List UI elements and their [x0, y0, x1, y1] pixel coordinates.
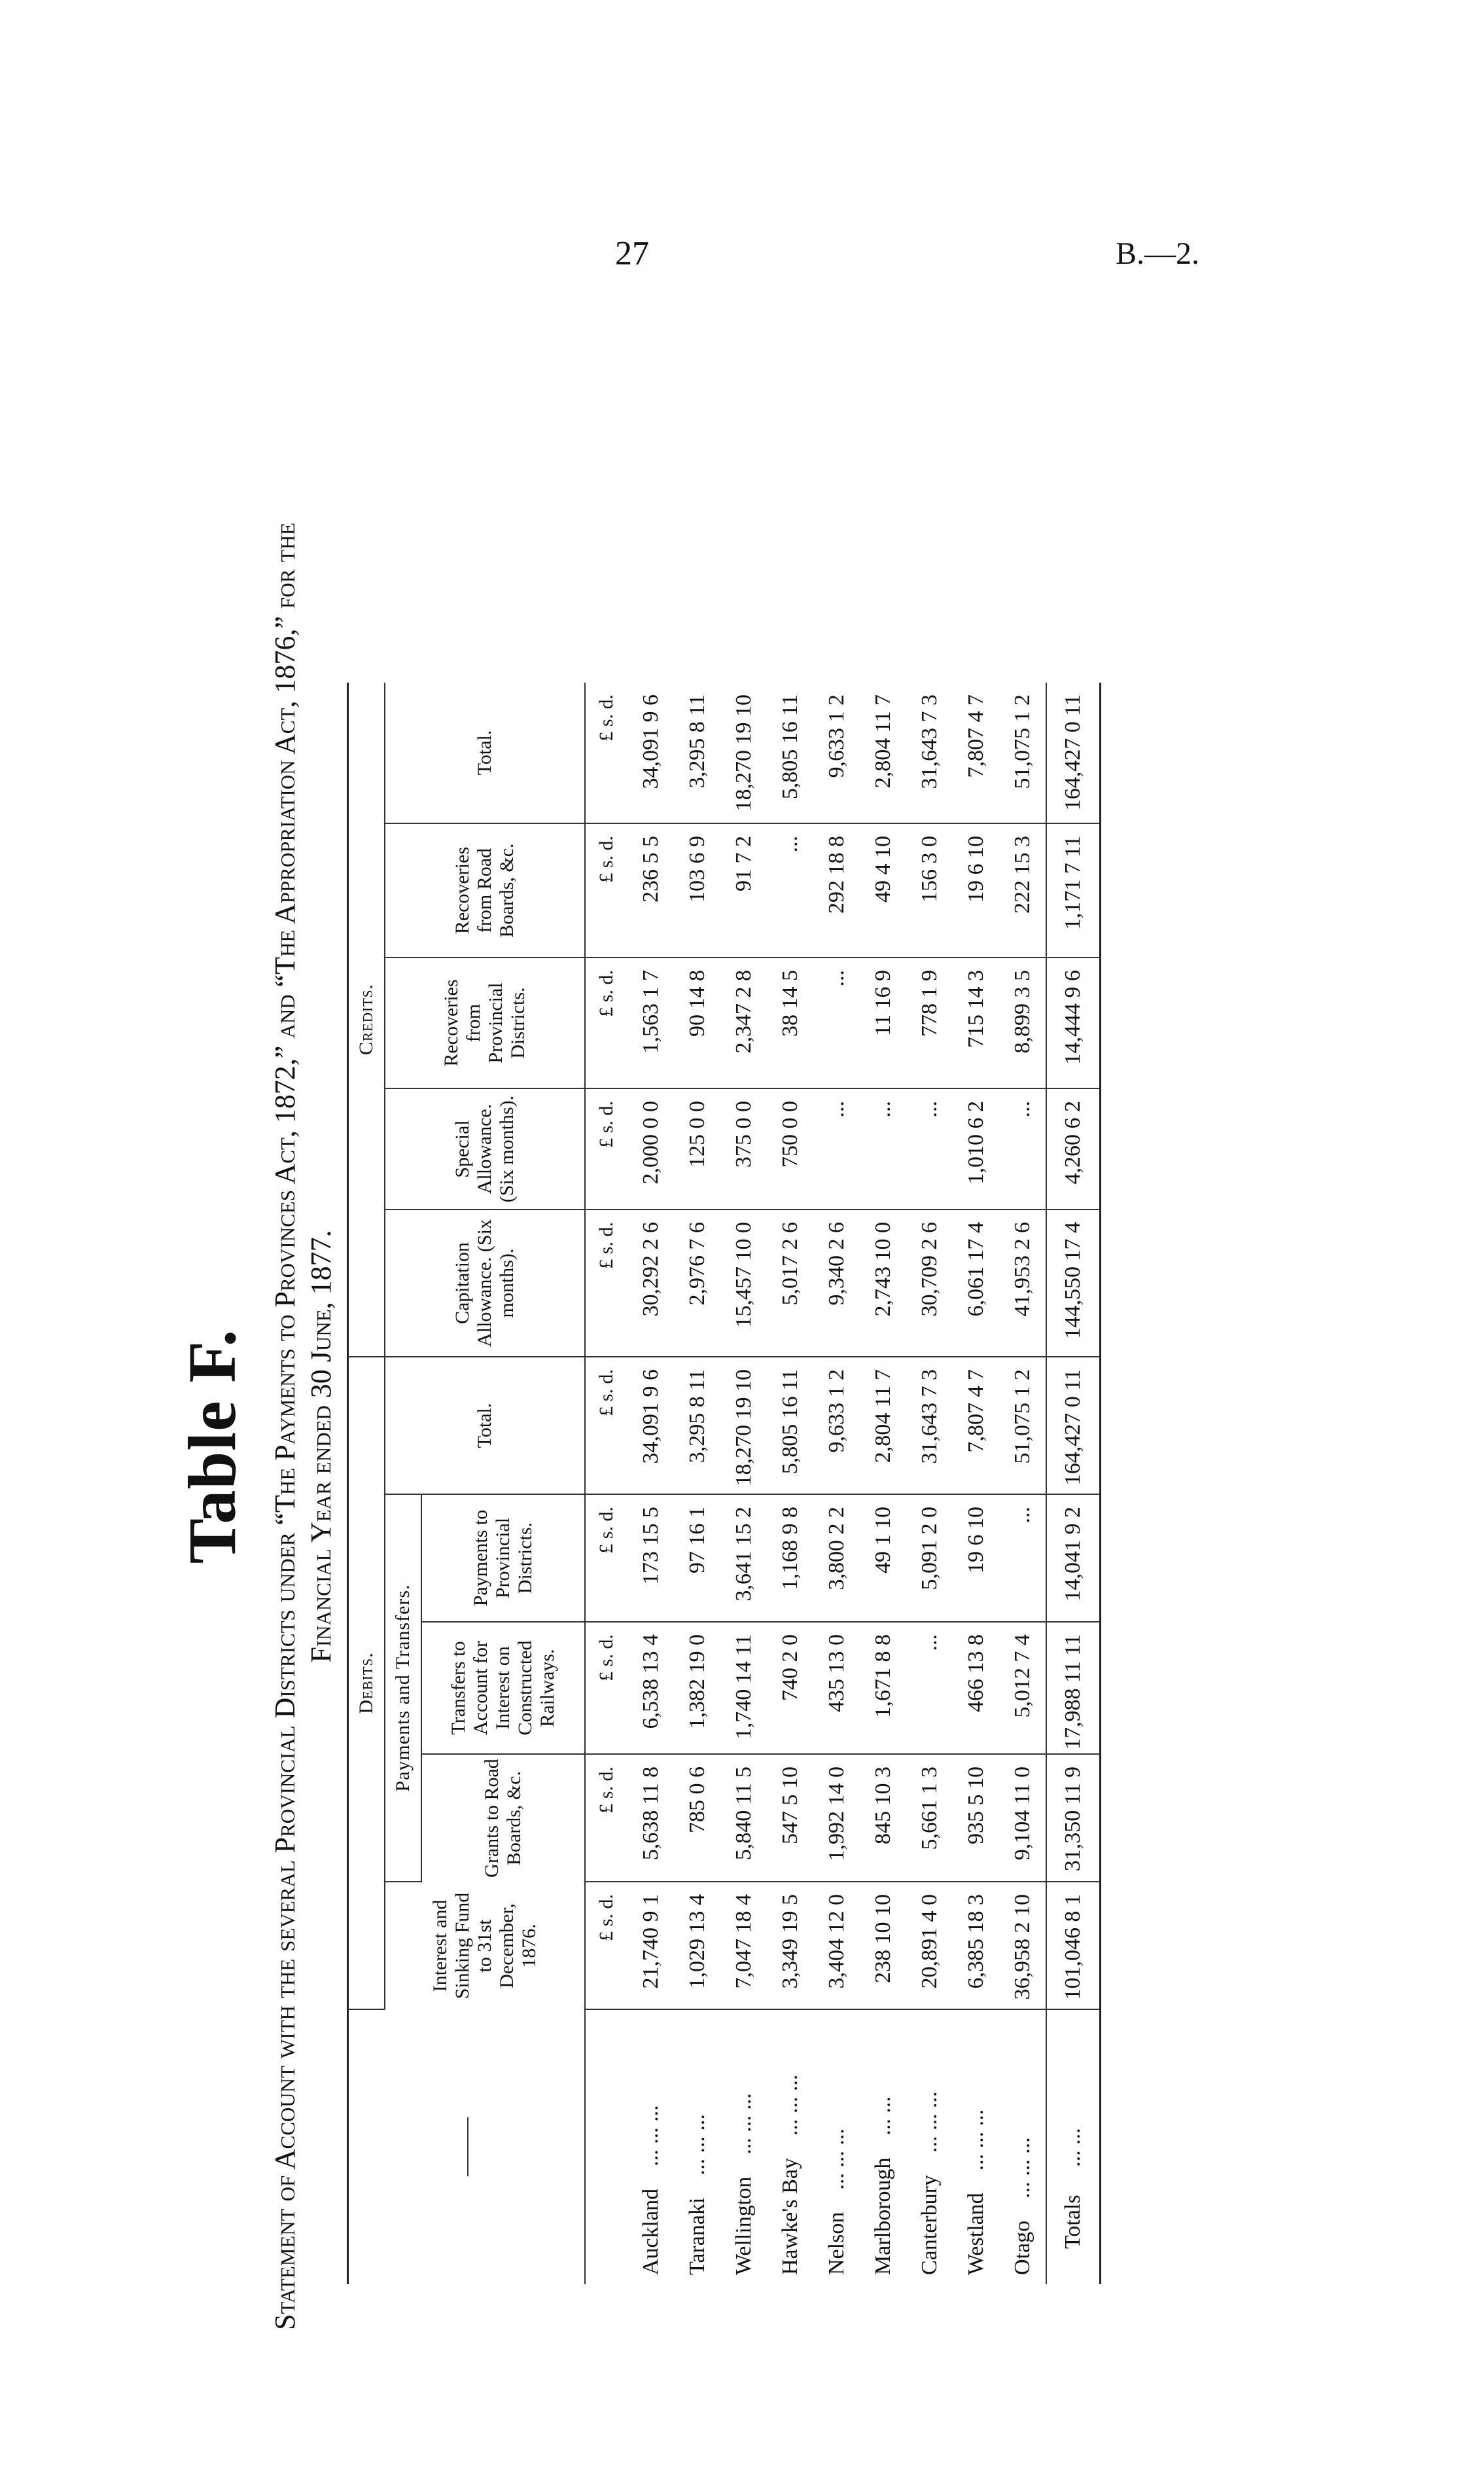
- debits-header: Debits.: [348, 1357, 385, 2009]
- cell-grants: 785 0 6: [674, 1754, 720, 1882]
- cell-payments: 97 16 1: [674, 1494, 720, 1622]
- cell-payments: ...: [999, 1494, 1046, 1622]
- totals-credit-total: 164,427 0 11: [1046, 683, 1101, 823]
- cell-rec-road: 91 7 2: [720, 823, 767, 958]
- table-body: [627, 683, 1046, 2284]
- district-name: Otago ... ... ...: [1010, 2137, 1034, 2275]
- page-number: 27: [615, 235, 649, 272]
- table-title: Table F.: [175, 1329, 250, 1564]
- cell-debit-total: 2,804 11 7: [860, 1357, 906, 1494]
- stub-header: [348, 2009, 586, 2284]
- cell-transfers: ...: [906, 1622, 953, 1754]
- cell-credit-total: 3,295 8 11: [674, 683, 720, 823]
- debit-total-header: Total.: [385, 1357, 585, 1494]
- rotated-table-block: [150, 522, 1085, 2330]
- cell-special: 2,000 0 0: [627, 1088, 674, 1210]
- cell-grants: 845 10 3: [860, 1754, 906, 1882]
- cell-special: 1,010 6 2: [953, 1088, 999, 1210]
- cell-interest: 7,047 18 4: [720, 1882, 767, 2009]
- cell-transfers: 740 2 0: [767, 1622, 813, 1754]
- district-name: Hawke's Bay ... ... ...: [777, 2074, 802, 2275]
- cell-capitation: 30,709 2 6: [906, 1210, 953, 1357]
- cell-rec-road: 49 4 10: [860, 823, 906, 958]
- unit-cell: £ s. d.: [585, 823, 627, 958]
- cell-capitation: 15,457 10 0: [720, 1210, 767, 1357]
- district-name: Westland ... ... ...: [963, 2109, 988, 2275]
- cell-rec-road: 222 15 3: [999, 823, 1046, 958]
- cell-special: 375 0 0: [720, 1088, 767, 1210]
- cell-interest: 36,958 2 10: [999, 1882, 1046, 2009]
- cell-credit-total: 31,643 7 3: [906, 683, 953, 823]
- cell-rec-road: 236 5 5: [627, 823, 674, 958]
- unit-cell: £ s. d.: [585, 1210, 627, 1357]
- cell-transfers: 6,538 13 4: [627, 1622, 674, 1754]
- cell-transfers: 1,671 8 8: [860, 1622, 906, 1754]
- cell-rec-road: ...: [767, 823, 813, 958]
- unit-cell: £ s. d.: [585, 1088, 627, 1210]
- totals-rec-road: 1,171 7 11: [1046, 823, 1101, 958]
- unit-cell: £ s. d.: [585, 958, 627, 1088]
- unit-cell: £ s. d.: [585, 1357, 627, 1494]
- cell-capitation: 5,017 2 6: [767, 1210, 813, 1357]
- totals-debit-total: 164,427 0 11: [1046, 1357, 1101, 1494]
- totals-grants: 31,350 11 9: [1046, 1754, 1101, 1882]
- cell-rec-road: 292 18 8: [813, 823, 860, 958]
- cell-grants: 5,840 11 5: [720, 1754, 767, 1882]
- cell-debit-total: 5,805 16 11: [767, 1357, 813, 1494]
- totals-row: [1046, 683, 1101, 2284]
- cell-rec-prov: 38 14 5: [767, 958, 813, 1088]
- totals-rec-prov: 14,444 9 6: [1046, 958, 1101, 1088]
- unit-cell: £ s. d.: [585, 1494, 627, 1622]
- unit-cell: £ s. d.: [585, 683, 627, 823]
- cell-payments: 173 15 5: [627, 1494, 674, 1622]
- cell-rec-prov: 8,899 3 5: [999, 958, 1046, 1088]
- table-row: [767, 683, 813, 2284]
- special-header: Special Allowance. (Six months).: [385, 1088, 585, 1210]
- cell-credit-total: 2,804 11 7: [860, 683, 906, 823]
- table-subtitle-line1: Statement of Account with the several Provincial Districts under “The Payments to Provinces Act, 1872,” and “The Appropriation Act, 1876,” for the: [269, 522, 301, 2330]
- rec-prov-header: Recoveries from Provincial Districts.: [385, 958, 585, 1088]
- cell-capitation: 2,976 7 6: [674, 1210, 720, 1357]
- totals-interest: 101,046 8 1: [1046, 1882, 1101, 2009]
- district-name: Marlborough ... ...: [870, 2096, 895, 2275]
- cell-special: ...: [860, 1088, 906, 1210]
- cell-interest: 6,385 18 3: [953, 1882, 999, 2009]
- table-row: [720, 683, 767, 2284]
- table-row: [953, 683, 999, 2284]
- cell-payments: 1,168 9 8: [767, 1494, 813, 1622]
- cell-interest: 21,740 9 1: [627, 1882, 674, 2009]
- cell-interest: 20,891 4 0: [906, 1882, 953, 2009]
- table-row: [999, 683, 1046, 2284]
- cell-credit-total: 51,075 1 2: [999, 683, 1046, 823]
- cell-special: ...: [813, 1088, 860, 1210]
- cell-transfers: 466 13 8: [953, 1622, 999, 1754]
- grants-header: Grants to Road Boards, &c.: [421, 1754, 585, 1882]
- unit-cell: £ s. d.: [585, 1622, 627, 1754]
- capitation-header: Capitation Allowance. (Six months).: [385, 1210, 585, 1357]
- units-stub: [585, 2009, 627, 2284]
- cell-interest: 3,404 12 0: [813, 1882, 860, 2009]
- district-name: Wellington ... ... ...: [731, 2093, 756, 2275]
- cell-grants: 935 5 10: [953, 1754, 999, 1882]
- cell-grants: 1,992 14 0: [813, 1754, 860, 1882]
- district-name: Nelson ... ... ...: [824, 2128, 849, 2275]
- cell-grants: 5,661 1 3: [906, 1754, 953, 1882]
- cell-interest: 238 10 10: [860, 1882, 906, 2009]
- cell-credit-total: 5,805 16 11: [767, 683, 813, 823]
- statement-table: [347, 683, 1101, 2284]
- cell-rec-prov: 1,563 1 7: [627, 958, 674, 1088]
- cell-payments: 19 6 10: [953, 1494, 999, 1622]
- cell-special: 125 0 0: [674, 1088, 720, 1210]
- cell-transfers: 435 13 0: [813, 1622, 860, 1754]
- cell-grants: 9,104 11 0: [999, 1754, 1046, 1882]
- table-row: [860, 683, 906, 2284]
- cell-rec-prov: 11 16 9: [860, 958, 906, 1088]
- unit-cell: £ s. d.: [585, 1754, 627, 1882]
- totals-payments: 14,041 9 2: [1046, 1494, 1101, 1622]
- cell-payments: 3,800 2 2: [813, 1494, 860, 1622]
- credit-total-header: Total.: [385, 683, 585, 823]
- cell-credit-total: 18,270 19 10: [720, 683, 767, 823]
- cell-credit-total: 7,807 4 7: [953, 683, 999, 823]
- cell-special: 750 0 0: [767, 1088, 813, 1210]
- cell-rec-prov: ...: [813, 958, 860, 1088]
- cell-capitation: 41,953 2 6: [999, 1210, 1046, 1357]
- cell-transfers: 1,740 14 11: [720, 1622, 767, 1754]
- payments-prov-header: Payments to Provincial Districts.: [421, 1494, 585, 1622]
- page-reference: B.—2.: [1116, 236, 1200, 271]
- cell-interest: 1,029 13 4: [674, 1882, 720, 2009]
- unit-cell: £ s. d.: [585, 1882, 627, 2009]
- cell-payments: 3,641 15 2: [720, 1494, 767, 1622]
- units-row: [585, 683, 627, 2284]
- district-name: Taranaki ... ... ...: [684, 2114, 709, 2275]
- cell-special: ...: [999, 1088, 1046, 1210]
- cell-credit-total: 9,633 1 2: [813, 683, 860, 823]
- cell-grants: 547 5 10: [767, 1754, 813, 1882]
- cell-capitation: 6,061 17 4: [953, 1210, 999, 1357]
- cell-capitation: 9,340 2 6: [813, 1210, 860, 1357]
- cell-rec-prov: 715 14 3: [953, 958, 999, 1088]
- cell-payments: 49 1 10: [860, 1494, 906, 1622]
- cell-debit-total: 7,807 4 7: [953, 1357, 999, 1494]
- cell-rec-prov: 2,347 2 8: [720, 958, 767, 1088]
- cell-interest: 3,349 19 5: [767, 1882, 813, 2009]
- table-row: [674, 683, 720, 2284]
- cell-credit-total: 34,091 9 6: [627, 683, 674, 823]
- cell-capitation: 2,743 10 0: [860, 1210, 906, 1357]
- cell-rec-road: 103 6 9: [674, 823, 720, 958]
- credits-header: Credits.: [348, 683, 385, 1357]
- totals-capitation: 144,550 17 4: [1046, 1210, 1101, 1357]
- table-subtitle-line2: Financial Year ended 30 June, 1877.: [305, 1230, 337, 1663]
- cell-special: ...: [906, 1088, 953, 1210]
- payments-transfers-header: Payments and Transfers.: [385, 1494, 421, 1882]
- rec-road-header: Recoveries from Road Boards, &c.: [385, 823, 585, 958]
- stub-dash: [467, 2118, 468, 2177]
- cell-rec-road: 19 6 10: [953, 823, 999, 958]
- cell-rec-prov: 90 14 8: [674, 958, 720, 1088]
- totals-transfers: 17,988 11 11: [1046, 1622, 1101, 1754]
- cell-capitation: 30,292 2 6: [627, 1210, 674, 1357]
- cell-grants: 5,638 11 8: [627, 1754, 674, 1882]
- cell-debit-total: 51,075 1 2: [999, 1357, 1046, 1494]
- cell-debit-total: 9,633 1 2: [813, 1357, 860, 1494]
- district-name: Canterbury ... ... ...: [917, 2091, 942, 2275]
- table-row: [906, 683, 953, 2284]
- cell-debit-total: 3,295 8 11: [674, 1357, 720, 1494]
- district-name: Auckland ... ... ...: [638, 2105, 663, 2275]
- cell-transfers: 5,012 7 4: [999, 1622, 1046, 1754]
- cell-rec-prov: 778 1 9: [906, 958, 953, 1088]
- transfers-header: Transfers to Account for Interest on Constructed Railways.: [421, 1622, 585, 1754]
- cell-debit-total: 34,091 9 6: [627, 1357, 674, 1494]
- cell-debit-total: 31,643 7 3: [906, 1357, 953, 1494]
- table-row: [813, 683, 860, 2284]
- totals-special: 4,260 6 2: [1046, 1088, 1101, 1210]
- interest-header: Interest and Sinking Fund to 31st December, 1876.: [385, 1882, 585, 2009]
- cell-transfers: 1,382 19 0: [674, 1622, 720, 1754]
- totals-label: Totals ... ...: [1046, 2009, 1101, 2284]
- cell-payments: 5,091 2 0: [906, 1494, 953, 1622]
- table-row: [627, 683, 674, 2284]
- cell-rec-road: 156 3 0: [906, 823, 953, 958]
- cell-debit-total: 18,270 19 10: [720, 1357, 767, 1494]
